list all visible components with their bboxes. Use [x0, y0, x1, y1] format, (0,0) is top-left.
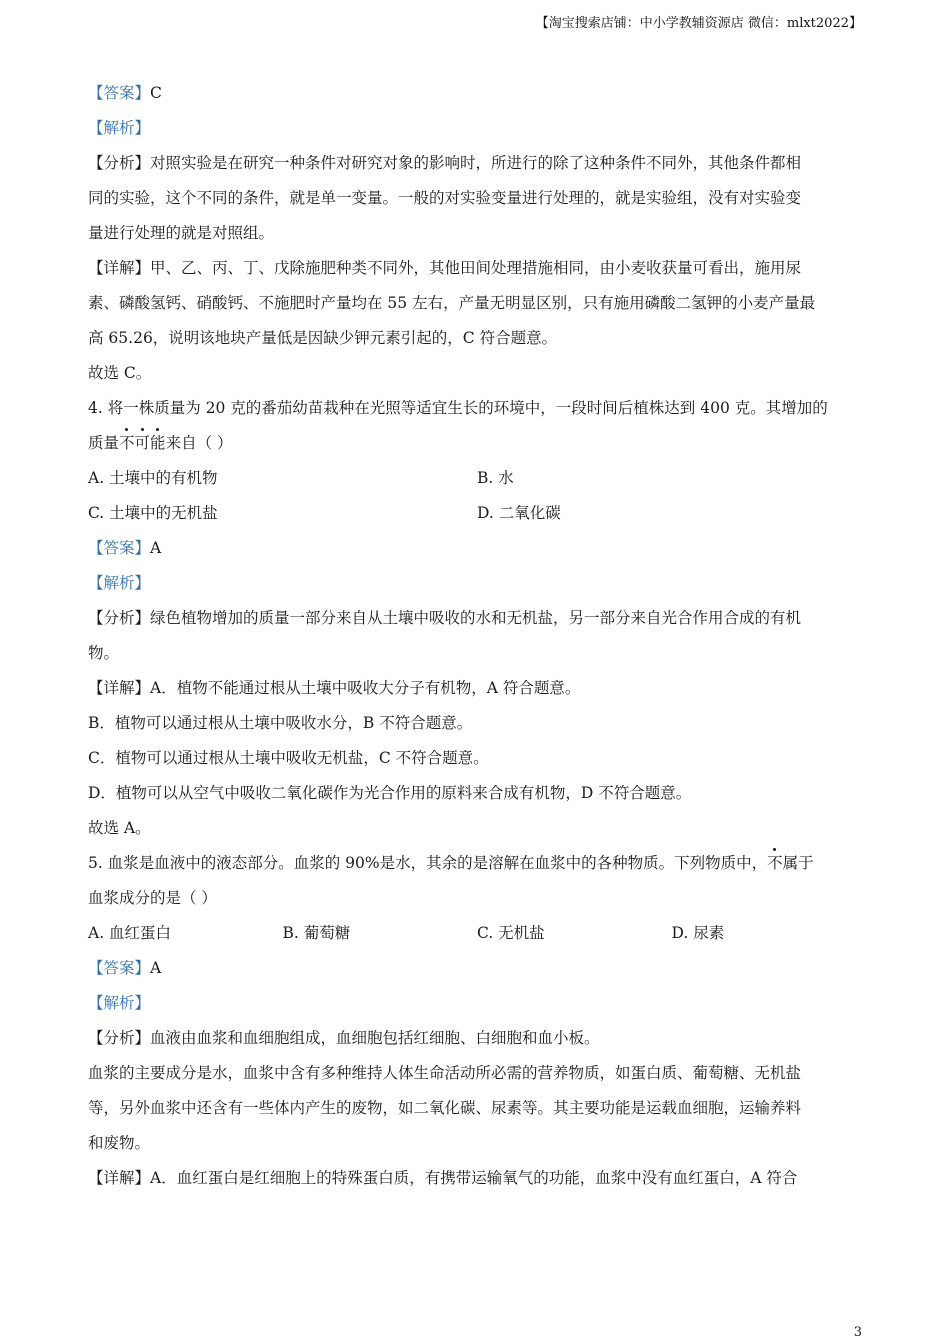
fenxi-tag: 【分析】 — [88, 609, 151, 627]
answer-line — [88, 76, 866, 111]
paragraph-text: A．血红蛋白是红细胞上的特殊蛋白质，有携带运输氧气的功能，血浆中没有血红蛋白，A 符合 — [150, 1169, 798, 1187]
detail-tag: 【详解】 — [88, 1169, 151, 1187]
stem-text: 5. 血浆是血液中的液态部分。血浆的 90%是水，其余的是溶解在血浆中的各种物质。下列物质中， — [88, 854, 768, 872]
paragraph-line: 同的实验，这个不同的条件，就是单一变量。一般的对实验变量进行处理的，就是实验组，没有对实验变 — [88, 189, 802, 207]
option-d: D. 尿素 — [671, 924, 725, 942]
fenxi-tag: 【分析】 — [88, 154, 151, 172]
fenxi-line — [88, 146, 866, 181]
answer-value: A — [150, 959, 162, 977]
option-b: B. 水 — [477, 469, 514, 487]
analysis-line — [88, 111, 866, 146]
option-c: C. 土壤中的无机盐 — [88, 504, 218, 522]
paragraph-text: 对照实验是在研究一种条件对研究对象的影响时，所进行的除了这种条件不同外，其他条件都相 — [150, 154, 802, 172]
conclusion-line: 故选 C。 — [88, 364, 152, 382]
question-stem: 血浆成分的是（ ） — [88, 889, 217, 907]
options-row — [88, 496, 866, 531]
detail-line — [88, 251, 866, 286]
paragraph-line: 素、磷酸氢钙、硝酸钙、不施肥时产量均在 55 左右，产量无明显区别，只有施用磷酸二氢钾的小麦产量最 — [88, 294, 816, 312]
option-c: C. 无机盐 — [477, 924, 545, 942]
fenxi-tag: 【分析】 — [88, 1029, 151, 1047]
emphasis-char: 不 — [119, 426, 135, 461]
question-stem: 4. 将一株质量为 20 克的番茄幼苗栽种在光照等适宜生长的环境中，一段时间后植株达到 400 克。其增加的 — [88, 399, 828, 417]
answer-value: A — [150, 539, 162, 557]
analysis-tag: 【解析】 — [88, 994, 151, 1012]
paragraph-line: 量进行处理的就是对照组。 — [88, 224, 275, 242]
emphasis-char: 可 — [135, 426, 151, 461]
option-d: D. 二氧化碳 — [477, 504, 561, 522]
paragraph-text: 血液由血浆和血细胞组成，血细胞包括红细胞、白细胞和血小板。 — [150, 1029, 600, 1047]
paragraph-text: 甲、乙、丙、丁、戊除施肥种类不同外，其他田间处理措施相同，由小麦收获量可看出，施用尿 — [150, 259, 802, 277]
stem-text: 来自（ ） — [165, 434, 233, 452]
paragraph-line: D．植物可以从空气中吸收二氧化碳作为光合作用的原料来合成有机物，D 不符合题意。 — [88, 784, 692, 802]
detail-line — [88, 1161, 866, 1196]
fenxi-line — [88, 601, 866, 636]
options-row — [88, 461, 866, 496]
option-b: B. 葡萄糖 — [282, 924, 351, 942]
answer-tag: 【答案】 — [88, 84, 151, 102]
answer-value: C — [150, 84, 162, 102]
analysis-tag: 【解析】 — [88, 119, 151, 137]
paragraph-line: 和废物。 — [88, 1134, 151, 1152]
answer-line — [88, 531, 866, 566]
options-row — [88, 916, 866, 951]
paragraph-text: 绿色植物增加的质量一部分来自从土壤中吸收的水和无机盐，另一部分来自光合作用合成的有机 — [150, 609, 802, 627]
paragraph-line: B．植物可以通过根从土壤中吸收水分，B 不符合题意。 — [88, 714, 473, 732]
emphasis-char: 能 — [150, 426, 166, 461]
answer-line — [88, 951, 866, 986]
analysis-line — [88, 566, 866, 601]
conclusion-line: 故选 A。 — [88, 819, 151, 837]
fenxi-line — [88, 1021, 866, 1056]
analysis-line — [88, 986, 866, 1021]
paragraph-line: 高 65.26，说明该地块产量低是因缺少钾元素引起的，C 符合题意。 — [88, 329, 558, 347]
analysis-tag: 【解析】 — [88, 574, 151, 592]
detail-tag: 【详解】 — [88, 679, 151, 697]
detail-line — [88, 671, 866, 706]
question-stem — [88, 426, 866, 461]
stem-text: 属于 — [782, 854, 814, 872]
question-stem — [88, 846, 866, 881]
option-a: A. 土壤中的有机物 — [88, 469, 218, 487]
page-number: 3 — [853, 1325, 862, 1340]
paragraph-text: A．植物不能通过根从土壤中吸收大分子有机物，A 符合题意。 — [150, 679, 581, 697]
detail-tag: 【详解】 — [88, 259, 151, 277]
paragraph-line: 等，另外血浆中还含有一些体内产生的废物，如二氧化碳、尿素等。其主要功能是运载血细胞，运输养料 — [88, 1099, 802, 1117]
paragraph-line: C．植物可以通过根从土壤中吸收无机盐，C 不符合题意。 — [88, 749, 489, 767]
page-header: 【淘宝搜索店铺：中小学教辅资源店 微信：mlxt2022】 — [535, 16, 862, 31]
document-body — [88, 76, 866, 1196]
option-a: A. 血红蛋白 — [88, 924, 172, 942]
stem-text: 质量 — [88, 434, 120, 452]
emphasis-char: 不 — [767, 846, 783, 881]
paragraph-line: 血浆的主要成分是水，血浆中含有多种维持人体生命活动所必需的营养物质，如蛋白质、葡萄糖、无机盐 — [88, 1064, 802, 1082]
paragraph-line: 物。 — [88, 644, 120, 662]
answer-tag: 【答案】 — [88, 959, 151, 977]
answer-tag: 【答案】 — [88, 539, 151, 557]
